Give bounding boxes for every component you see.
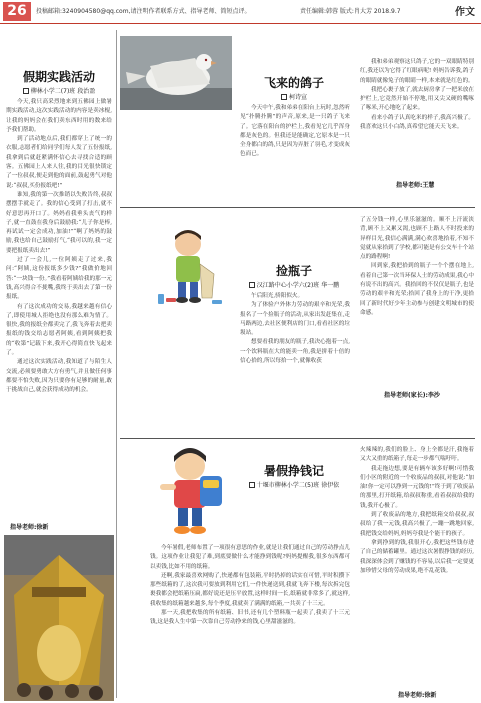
paragraph: 有了这次成功的交易,我越来越有信心了,即使用城人拒绝也没有那么难为情了。很快,我的报纸全都卖完了,我飞奔着去把卖报纸的钱交给志愿者阿姨,看到阿姨把我的“收第”记载下来,我开心得简直快飞起来了。 bbox=[6, 303, 112, 357]
paragraph: 我把心裹子放了,就去厨房拿了一把米放在护栏上,它竟然开始不停地,用又尖又硬的嘴啄了啄米,开心地吃了起来。 bbox=[360, 86, 474, 112]
article-2-title: 飞来的鸽子 bbox=[263, 76, 324, 90]
article-3-title: 捡瓶子 bbox=[275, 264, 312, 278]
paragraph: 我和弟弟观察这只鸽子,它的一双眼睛特别红,我还以为它得了红眼病呢! 妈妈告诉我,鸽子的眼睛就像兔子的眼睛一样,本来就是红色的。 bbox=[360, 59, 474, 84]
paragraph: 想要看我的朋友的瓶子,我决心抱着一点,一个饮料瓶在大的能卖一角,我是拼着十倍的信心拾的,所以每拾一个,就像收获 bbox=[240, 339, 350, 365]
paragraph: 过了一会儿,一位阿姨走了过来,我问:“阿姨,这份报纸多少钱?”我做价地回答:“一块钱一份。”我看着阿姨给我的那一元钱,高兴得合不拢嘴,我终于卖出去了第一份报纸。 bbox=[6, 257, 112, 301]
section-rule-1 bbox=[120, 207, 475, 208]
paragraph: 回到家,我把拾到的瓶子一个个摆在地上,看着自己第一次当环保人士的劳动成果,我心中有说不出的高兴。我拾回的不仅仅是瓶子,也是劳动的艰辛和光荣;拾回了我身上的干净,更拾回了新时代好少年主动参与创建文明城市的使命感。 bbox=[360, 263, 474, 316]
paragraph: 我走拖边想,要是有辆车该多好啊!可惜我们小区的附近的一个收废品的叔叔,对他说:“加油!你一定可以挣到一元钱的!”终于到了收废品的那里,打开纸箱,给叔叔称重,看着叔叔给我的钱,我开心极了。 bbox=[360, 465, 474, 509]
article-4-body-right bbox=[360, 446, 474, 686]
paragraph: 拿到挣到的钱,我很开心,我把这些钱存进了自己的储蓄罐里。通过这次暑假挣钱的经历,我深深体会到了赚钱的不容易,以后我一定要更加珍惜父母的劳动成果,绝不乱花钱。 bbox=[360, 539, 474, 574]
article-4-byline: 十堰市柳林小学二(5)班 徐伊依 bbox=[228, 480, 360, 489]
child-with-backpack-illustration bbox=[150, 446, 232, 538]
article-3-body bbox=[240, 292, 350, 424]
white-pigeon-photo bbox=[120, 36, 232, 110]
paragraph: 到了收废品的地方,我把纸箱交给叔叔,叔叔给了我一元钱,我高兴极了,一蹦一跳地回家,我把钱交给妈妈,妈妈夸我是个能干的孩子。 bbox=[360, 512, 474, 537]
paragraph: 今年暑假,老师布置了一项很有意思的作业,就是让我们通过自己的劳动挣点儿钱。这项作业让我犯了难,到底要做什么才能挣到钱呢?妈妈提醒我,很多东西都可以卖钱,比如不用的纸箱。 bbox=[150, 545, 350, 570]
article-2-teacher: 指导老师:王慧 bbox=[396, 182, 435, 189]
column-divider-left bbox=[116, 30, 117, 698]
paragraph: 谁知,我的第一次推销以失败告终,叔叔摆摆手就走了。我的信心受到了打击,就不好意思再开口了。妈妈看我垂头丧气的样子,就一直鼓在我身后鼓励我:“儿子你是棒,再试试一定会成功,加油!”“啊了妈妈的鼓励,我也给自己鼓励打气,“我可以的,我一定要把报纸卖出去!” bbox=[6, 191, 112, 254]
page-header bbox=[0, 0, 481, 24]
paragraph: 通过这次实践活动,我知道了与陌生人交流,必须要勇敢大方有勇气,并且做任何事都要不怕失败,因为只要你有足够的耐量,敢于挑战自己,就会获得成功的机会。 bbox=[6, 359, 112, 394]
article-3-byline: 汉江路中心小学六(2)班 华一鹏 bbox=[228, 280, 360, 289]
article-3-body-right bbox=[360, 216, 474, 382]
submission-info: 投稿邮箱:3240904580@qq.com,请注明作者联系方式、指导老师、简短点评。 bbox=[36, 8, 251, 15]
article-1-body bbox=[6, 98, 112, 518]
article-1-title: 假期实践活动 bbox=[22, 70, 95, 84]
byline-box-icon bbox=[249, 482, 255, 488]
paragraph: 还啊,我家最喜欢网购了,快递都有包装箱,平时扔掉的话实在可惜,平时积攒下那些纸箱的了,这次我可要放到利用它们,一件快递送到,我就飞奔下楼,每次拆完包裹我都会把纸箱压扁,都好说还是压平放置,这样时间一长,纸箱就非常多了,就这样,我收集的纸箱越来越多,每个季度,我就卖了满满的纸箱,一共卖了十三元。 bbox=[150, 572, 350, 607]
section-name: 作文 bbox=[455, 7, 475, 18]
article-4-title: 暑假挣钱记 bbox=[263, 464, 324, 478]
paragraph: 那一天,我把收集的所有纸箱、旧书,还有几个塑料瓶一起卖了,我卖了十三元钱,这是我人生中第一次靠自己劳动挣来的钱,心里甜滋滋的。 bbox=[150, 610, 350, 626]
byline-box-icon bbox=[281, 94, 287, 100]
paragraph: 午后阳光,骄阳似火。 bbox=[251, 293, 304, 299]
article-2-body-right bbox=[360, 58, 474, 178]
article-2-byline: 柯诗宣 bbox=[236, 92, 352, 101]
article-2-body bbox=[240, 104, 350, 202]
byline-box-icon bbox=[249, 282, 255, 288]
article-4-teacher: 指导老师:徐新 bbox=[398, 692, 437, 699]
festival-crowd-photo bbox=[4, 535, 114, 701]
paragraph: 今天中午,我和弟弟在阳台上玩时,忽然听见“扑腾扑腾”的声音,原来,是一只鸽子飞来了。它落在阳台的护栏上,我看见它几乎浑身都是灰色的。但我还是能确定,它原本是一只全身都白的鸽,只是因为弄脏了羽毛,才变成灰色而已。 bbox=[240, 105, 350, 158]
article-1-byline: 柳林小学二(7)班 段治盈 bbox=[4, 86, 114, 95]
paragraph: 看来小鸽子认真吃米的样子,我高兴极了。我喜欢这只小白鸽,真希望它能天天飞来。 bbox=[360, 114, 474, 131]
article-4-body bbox=[150, 544, 350, 696]
paragraph: 了五分钱一样,心里乐滋滋的。顺不上汗流浃背,顾不上又累又渴,也顾不上路人不时投来的异样目光,我信心满满,满心欢喜地拾着,不知不觉就从家拾到了学校,都可能是有公交车十个站点的路程啊! bbox=[360, 217, 474, 261]
paragraph: 为了体验户外体力劳动的艰辛和光荣,我报名了一个捡瓶子的活动,从家出发赶集在,走马路两边,去社区便利店的门口,看看社区的垃圾站。 bbox=[240, 302, 350, 337]
child-collecting-bottles-illustration bbox=[150, 228, 226, 308]
article-3-teacher: 指导老师(家长):李沙 bbox=[384, 392, 440, 399]
editor-info: 责任编辑:韩蓉 版式:肖大芳 2018.9.7 bbox=[300, 8, 401, 15]
byline-box-icon bbox=[23, 88, 29, 94]
paragraph: 今天,我只高采烈地来到五佛园上做暑期实践活动,这次实践活动的内容是卖冰棍,让我的妈妈会在我们卖东西时用的数来给予我们帮助。 bbox=[6, 99, 112, 133]
page-number: 26 bbox=[3, 2, 31, 21]
section-rule-2 bbox=[120, 438, 475, 439]
paragraph: 到了活动地点后,我们都穿上了统一的衣服,志愿者们给同学们每人发了五份报纸,我拿到后就赶紧满怀信心去寻找合适的顾客。五佛园上人来人往,我的目光很快锁定了一位叔叔,便走到他的面前,鼓起勇气对他说:“叔叔,买份报纸吧!” bbox=[6, 136, 112, 189]
article-1-teacher: 指导老师:徐新 bbox=[10, 524, 49, 531]
paragraph: 火辣辣的,我们的脸上、身上全都是汗,我拖着又大又重的纸箱子,每走一步都气喘吁吁。 bbox=[360, 447, 474, 463]
